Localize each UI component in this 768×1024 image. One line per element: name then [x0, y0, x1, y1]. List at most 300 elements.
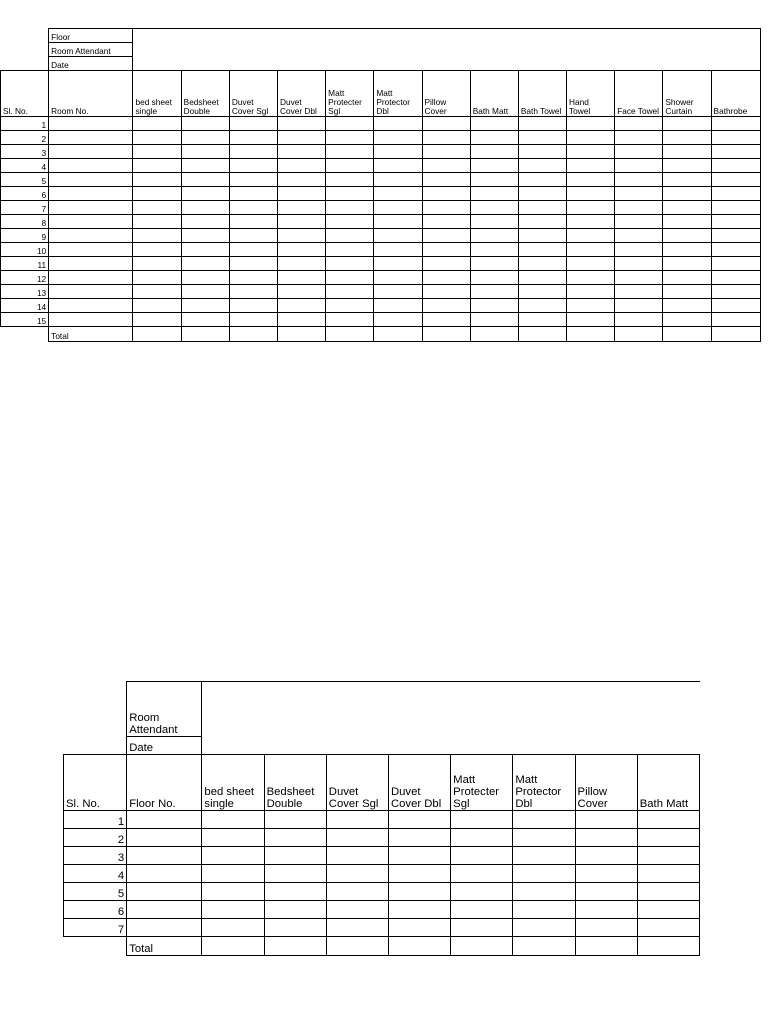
- entry-cell[interactable]: [422, 313, 470, 327]
- entry-cell[interactable]: [49, 145, 133, 159]
- total-cell[interactable]: [278, 327, 326, 342]
- entry-cell[interactable]: [518, 173, 566, 187]
- entry-cell[interactable]: [615, 159, 663, 173]
- entry-cell[interactable]: [663, 257, 711, 271]
- entry-cell[interactable]: [513, 829, 575, 847]
- serial-number: 2: [64, 829, 127, 847]
- entry-cell[interactable]: [181, 173, 229, 187]
- total-cell[interactable]: [513, 937, 575, 956]
- entry-cell[interactable]: [615, 243, 663, 257]
- entry-cell[interactable]: [451, 901, 513, 919]
- entry-cell[interactable]: [229, 271, 277, 285]
- entry-cell[interactable]: [181, 117, 229, 131]
- entry-cell[interactable]: [202, 883, 264, 901]
- entry-cell[interactable]: [637, 811, 699, 829]
- entry-cell[interactable]: [518, 215, 566, 229]
- entry-cell[interactable]: [422, 173, 470, 187]
- entry-cell[interactable]: [133, 131, 181, 145]
- entry-cell[interactable]: [422, 243, 470, 257]
- entry-cell[interactable]: [711, 201, 760, 215]
- entry-cell[interactable]: [229, 285, 277, 299]
- entry-cell[interactable]: [229, 229, 277, 243]
- entry-cell[interactable]: [470, 145, 518, 159]
- entry-cell[interactable]: [711, 271, 760, 285]
- entry-cell[interactable]: [711, 215, 760, 229]
- entry-cell[interactable]: [567, 313, 615, 327]
- entry-cell[interactable]: [518, 243, 566, 257]
- total-cell[interactable]: [229, 327, 277, 342]
- entry-cell[interactable]: [133, 173, 181, 187]
- total-cell[interactable]: [575, 937, 637, 956]
- entry-cell[interactable]: [202, 811, 264, 829]
- entry-cell[interactable]: [278, 313, 326, 327]
- entry-cell[interactable]: [326, 811, 388, 829]
- entry-cell[interactable]: [133, 159, 181, 173]
- entry-cell[interactable]: [615, 215, 663, 229]
- entry-cell[interactable]: [374, 187, 422, 201]
- meta-value-area[interactable]: [202, 682, 700, 755]
- entry-cell[interactable]: [127, 883, 202, 901]
- entry-cell[interactable]: [388, 829, 450, 847]
- entry-cell[interactable]: [127, 847, 202, 865]
- entry-cell[interactable]: [388, 919, 450, 937]
- entry-cell[interactable]: [513, 901, 575, 919]
- entry-cell[interactable]: [181, 271, 229, 285]
- entry-cell[interactable]: [202, 829, 264, 847]
- entry-cell[interactable]: [615, 229, 663, 243]
- entry-cell[interactable]: [229, 187, 277, 201]
- entry-cell[interactable]: [49, 299, 133, 313]
- entry-cell[interactable]: [374, 257, 422, 271]
- entry-cell[interactable]: [663, 285, 711, 299]
- entry-cell[interactable]: [470, 201, 518, 215]
- entry-cell[interactable]: [133, 117, 181, 131]
- entry-cell[interactable]: [374, 173, 422, 187]
- entry-cell[interactable]: [278, 173, 326, 187]
- entry-cell[interactable]: [133, 271, 181, 285]
- entry-cell[interactable]: [663, 243, 711, 257]
- entry-cell[interactable]: [470, 229, 518, 243]
- entry-cell[interactable]: [374, 117, 422, 131]
- entry-cell[interactable]: [49, 271, 133, 285]
- entry-cell[interactable]: [711, 257, 760, 271]
- entry-cell[interactable]: [326, 117, 374, 131]
- entry-cell[interactable]: [575, 829, 637, 847]
- entry-cell[interactable]: [388, 865, 450, 883]
- total-cell[interactable]: [422, 327, 470, 342]
- entry-cell[interactable]: [615, 117, 663, 131]
- entry-cell[interactable]: [637, 847, 699, 865]
- entry-cell[interactable]: [711, 299, 760, 313]
- total-cell[interactable]: [615, 327, 663, 342]
- total-cell[interactable]: [470, 327, 518, 342]
- entry-cell[interactable]: [278, 131, 326, 145]
- entry-cell[interactable]: [49, 215, 133, 229]
- entry-cell[interactable]: [567, 257, 615, 271]
- entry-cell[interactable]: [663, 187, 711, 201]
- entry-cell[interactable]: [518, 201, 566, 215]
- entry-cell[interactable]: [49, 243, 133, 257]
- entry-cell[interactable]: [374, 229, 422, 243]
- entry-cell[interactable]: [202, 847, 264, 865]
- entry-cell[interactable]: [374, 201, 422, 215]
- entry-cell[interactable]: [133, 313, 181, 327]
- entry-cell[interactable]: [513, 919, 575, 937]
- entry-cell[interactable]: [326, 285, 374, 299]
- entry-cell[interactable]: [567, 131, 615, 145]
- entry-cell[interactable]: [374, 271, 422, 285]
- entry-cell[interactable]: [470, 243, 518, 257]
- entry-cell[interactable]: [663, 215, 711, 229]
- entry-cell[interactable]: [422, 187, 470, 201]
- entry-cell[interactable]: [711, 173, 760, 187]
- column-header: Bedsheet Double: [181, 71, 229, 117]
- entry-cell[interactable]: [374, 145, 422, 159]
- entry-cell[interactable]: [567, 271, 615, 285]
- entry-cell[interactable]: [229, 173, 277, 187]
- entry-cell[interactable]: [133, 215, 181, 229]
- entry-cell[interactable]: [133, 187, 181, 201]
- entry-cell[interactable]: [567, 159, 615, 173]
- entry-cell[interactable]: [711, 145, 760, 159]
- entry-cell[interactable]: [202, 919, 264, 937]
- entry-cell[interactable]: [422, 159, 470, 173]
- entry-cell[interactable]: [575, 811, 637, 829]
- entry-cell[interactable]: [278, 145, 326, 159]
- entry-cell[interactable]: [567, 299, 615, 313]
- entry-cell[interactable]: [663, 299, 711, 313]
- entry-cell[interactable]: [422, 131, 470, 145]
- entry-cell[interactable]: [422, 299, 470, 313]
- entry-cell[interactable]: [422, 257, 470, 271]
- entry-cell[interactable]: [615, 145, 663, 159]
- entry-cell[interactable]: [518, 187, 566, 201]
- entry-cell[interactable]: [49, 313, 133, 327]
- entry-cell[interactable]: [615, 131, 663, 145]
- entry-cell[interactable]: [133, 243, 181, 257]
- entry-cell[interactable]: [326, 187, 374, 201]
- entry-cell[interactable]: [264, 847, 326, 865]
- total-cell[interactable]: [326, 937, 388, 956]
- entry-cell[interactable]: [229, 257, 277, 271]
- entry-cell[interactable]: [615, 257, 663, 271]
- entry-cell[interactable]: [470, 159, 518, 173]
- entry-cell[interactable]: [278, 215, 326, 229]
- entry-cell[interactable]: [470, 187, 518, 201]
- total-cell[interactable]: [388, 937, 450, 956]
- entry-cell[interactable]: [575, 919, 637, 937]
- entry-cell[interactable]: [326, 865, 388, 883]
- entry-cell[interactable]: [278, 201, 326, 215]
- entry-cell[interactable]: [513, 811, 575, 829]
- entry-cell[interactable]: [422, 229, 470, 243]
- entry-cell[interactable]: [615, 187, 663, 201]
- entry-cell[interactable]: [278, 299, 326, 313]
- entry-cell[interactable]: [264, 919, 326, 937]
- entry-cell[interactable]: [49, 117, 133, 131]
- entry-cell[interactable]: [451, 919, 513, 937]
- entry-cell[interactable]: [326, 201, 374, 215]
- entry-cell[interactable]: [663, 131, 711, 145]
- total-cell[interactable]: [264, 937, 326, 956]
- entry-cell[interactable]: [181, 229, 229, 243]
- entry-cell[interactable]: [374, 243, 422, 257]
- entry-cell[interactable]: [567, 215, 615, 229]
- entry-cell[interactable]: [374, 299, 422, 313]
- entry-cell[interactable]: [326, 243, 374, 257]
- entry-cell[interactable]: [451, 847, 513, 865]
- entry-cell[interactable]: [451, 865, 513, 883]
- entry-cell[interactable]: [470, 215, 518, 229]
- entry-cell[interactable]: [49, 173, 133, 187]
- entry-cell[interactable]: [229, 215, 277, 229]
- entry-cell[interactable]: [513, 883, 575, 901]
- total-cell[interactable]: [567, 327, 615, 342]
- entry-cell[interactable]: [49, 131, 133, 145]
- entry-cell[interactable]: [278, 229, 326, 243]
- entry-cell[interactable]: [575, 901, 637, 919]
- entry-cell[interactable]: [567, 187, 615, 201]
- entry-cell[interactable]: [326, 299, 374, 313]
- entry-cell[interactable]: [518, 145, 566, 159]
- entry-cell[interactable]: [637, 901, 699, 919]
- entry-cell[interactable]: [181, 131, 229, 145]
- entry-cell[interactable]: [451, 811, 513, 829]
- entry-cell[interactable]: [264, 865, 326, 883]
- entry-cell[interactable]: [326, 313, 374, 327]
- entry-cell[interactable]: [470, 285, 518, 299]
- entry-cell[interactable]: [326, 829, 388, 847]
- entry-cell[interactable]: [615, 313, 663, 327]
- entry-cell[interactable]: [470, 313, 518, 327]
- total-cell[interactable]: [374, 327, 422, 342]
- entry-cell[interactable]: [49, 229, 133, 243]
- entry-cell[interactable]: [133, 145, 181, 159]
- entry-cell[interactable]: [663, 313, 711, 327]
- entry-cell[interactable]: [637, 919, 699, 937]
- entry-cell[interactable]: [326, 901, 388, 919]
- entry-cell[interactable]: [470, 299, 518, 313]
- entry-cell[interactable]: [567, 285, 615, 299]
- entry-cell[interactable]: [127, 865, 202, 883]
- entry-cell[interactable]: [388, 847, 450, 865]
- entry-cell[interactable]: [229, 145, 277, 159]
- entry-cell[interactable]: [422, 145, 470, 159]
- entry-cell[interactable]: [470, 173, 518, 187]
- entry-cell[interactable]: [663, 173, 711, 187]
- entry-cell[interactable]: [278, 117, 326, 131]
- entry-cell[interactable]: [326, 847, 388, 865]
- entry-cell[interactable]: [518, 313, 566, 327]
- entry-cell[interactable]: [181, 313, 229, 327]
- entry-cell[interactable]: [229, 117, 277, 131]
- entry-cell[interactable]: [615, 201, 663, 215]
- entry-cell[interactable]: [127, 829, 202, 847]
- entry-cell[interactable]: [127, 901, 202, 919]
- entry-cell[interactable]: [374, 131, 422, 145]
- entry-cell[interactable]: [264, 901, 326, 919]
- entry-cell[interactable]: [374, 285, 422, 299]
- total-cell[interactable]: [181, 327, 229, 342]
- entry-cell[interactable]: [663, 159, 711, 173]
- entry-cell[interactable]: [663, 271, 711, 285]
- entry-cell[interactable]: [278, 285, 326, 299]
- entry-cell[interactable]: [637, 865, 699, 883]
- entry-cell[interactable]: [326, 883, 388, 901]
- total-cell[interactable]: [133, 327, 181, 342]
- entry-cell[interactable]: [451, 883, 513, 901]
- entry-cell[interactable]: [49, 201, 133, 215]
- entry-cell[interactable]: [518, 117, 566, 131]
- entry-cell[interactable]: [181, 159, 229, 173]
- total-cell[interactable]: [202, 937, 264, 956]
- entry-cell[interactable]: [202, 901, 264, 919]
- entry-cell[interactable]: [181, 187, 229, 201]
- entry-cell[interactable]: [575, 865, 637, 883]
- entry-cell[interactable]: [229, 299, 277, 313]
- entry-cell[interactable]: [663, 229, 711, 243]
- entry-cell[interactable]: [127, 811, 202, 829]
- entry-cell[interactable]: [518, 229, 566, 243]
- entry-cell[interactable]: [133, 257, 181, 271]
- entry-cell[interactable]: [374, 313, 422, 327]
- total-cell[interactable]: [451, 937, 513, 956]
- entry-cell[interactable]: [326, 229, 374, 243]
- entry-cell[interactable]: [422, 215, 470, 229]
- entry-cell[interactable]: [615, 285, 663, 299]
- entry-cell[interactable]: [567, 229, 615, 243]
- entry-cell[interactable]: [133, 229, 181, 243]
- entry-cell[interactable]: [49, 187, 133, 201]
- entry-cell[interactable]: [181, 243, 229, 257]
- meta-value-area[interactable]: [133, 29, 761, 71]
- entry-cell[interactable]: [278, 187, 326, 201]
- entry-cell[interactable]: [49, 159, 133, 173]
- entry-cell[interactable]: [711, 187, 760, 201]
- entry-cell[interactable]: [518, 159, 566, 173]
- entry-cell[interactable]: [326, 173, 374, 187]
- entry-cell[interactable]: [518, 271, 566, 285]
- entry-cell[interactable]: [615, 271, 663, 285]
- entry-cell[interactable]: [278, 271, 326, 285]
- entry-cell[interactable]: [229, 131, 277, 145]
- entry-cell[interactable]: [422, 201, 470, 215]
- entry-cell[interactable]: [229, 201, 277, 215]
- entry-cell[interactable]: [326, 215, 374, 229]
- entry-cell[interactable]: [513, 847, 575, 865]
- entry-cell[interactable]: [181, 257, 229, 271]
- table-row: [1, 229, 761, 243]
- entry-cell[interactable]: [615, 173, 663, 187]
- entry-cell[interactable]: [567, 243, 615, 257]
- entry-cell[interactable]: [422, 271, 470, 285]
- entry-cell[interactable]: [181, 201, 229, 215]
- entry-cell[interactable]: [326, 257, 374, 271]
- entry-cell[interactable]: [513, 865, 575, 883]
- total-cell[interactable]: [326, 327, 374, 342]
- entry-cell[interactable]: [326, 159, 374, 173]
- entry-cell[interactable]: [567, 173, 615, 187]
- entry-cell[interactable]: [422, 285, 470, 299]
- entry-cell[interactable]: [133, 201, 181, 215]
- entry-cell[interactable]: [388, 883, 450, 901]
- entry-cell[interactable]: [133, 285, 181, 299]
- entry-cell[interactable]: [711, 159, 760, 173]
- entry-cell[interactable]: [326, 271, 374, 285]
- entry-cell[interactable]: [518, 257, 566, 271]
- entry-cell[interactable]: [422, 117, 470, 131]
- entry-cell[interactable]: [711, 285, 760, 299]
- entry-cell[interactable]: [374, 159, 422, 173]
- entry-cell[interactable]: [518, 285, 566, 299]
- entry-cell[interactable]: [229, 313, 277, 327]
- entry-cell[interactable]: [575, 847, 637, 865]
- entry-cell[interactable]: [181, 145, 229, 159]
- entry-cell[interactable]: [637, 883, 699, 901]
- total-cell[interactable]: [637, 937, 699, 956]
- entry-cell[interactable]: [202, 865, 264, 883]
- entry-cell[interactable]: [518, 131, 566, 145]
- entry-cell[interactable]: [49, 257, 133, 271]
- entry-cell[interactable]: [49, 285, 133, 299]
- entry-cell[interactable]: [181, 299, 229, 313]
- entry-cell[interactable]: [470, 131, 518, 145]
- entry-cell[interactable]: [567, 145, 615, 159]
- entry-cell[interactable]: [575, 883, 637, 901]
- entry-cell[interactable]: [278, 159, 326, 173]
- entry-cell[interactable]: [278, 243, 326, 257]
- entry-cell[interactable]: [326, 145, 374, 159]
- entry-cell[interactable]: [229, 243, 277, 257]
- total-cell[interactable]: [711, 327, 760, 342]
- entry-cell[interactable]: [326, 131, 374, 145]
- entry-cell[interactable]: [264, 829, 326, 847]
- entry-cell[interactable]: [470, 117, 518, 131]
- entry-cell[interactable]: [663, 145, 711, 159]
- total-cell[interactable]: [663, 327, 711, 342]
- entry-cell[interactable]: [181, 215, 229, 229]
- entry-cell[interactable]: [374, 215, 422, 229]
- entry-cell[interactable]: [264, 883, 326, 901]
- entry-cell[interactable]: [133, 299, 181, 313]
- entry-cell[interactable]: [615, 299, 663, 313]
- entry-cell[interactable]: [567, 117, 615, 131]
- entry-cell[interactable]: [637, 829, 699, 847]
- entry-cell[interactable]: [470, 257, 518, 271]
- entry-cell[interactable]: [711, 313, 760, 327]
- entry-cell[interactable]: [181, 285, 229, 299]
- entry-cell[interactable]: [518, 299, 566, 313]
- entry-cell[interactable]: [127, 919, 202, 937]
- entry-cell[interactable]: [663, 201, 711, 215]
- entry-cell[interactable]: [326, 919, 388, 937]
- entry-cell[interactable]: [451, 829, 513, 847]
- entry-cell[interactable]: [567, 201, 615, 215]
- entry-cell[interactable]: [264, 811, 326, 829]
- entry-cell[interactable]: [663, 117, 711, 131]
- entry-cell[interactable]: [711, 229, 760, 243]
- total-cell[interactable]: [518, 327, 566, 342]
- entry-cell[interactable]: [229, 159, 277, 173]
- entry-cell[interactable]: [278, 257, 326, 271]
- entry-cell[interactable]: [711, 131, 760, 145]
- entry-cell[interactable]: [388, 811, 450, 829]
- entry-cell[interactable]: [470, 271, 518, 285]
- serial-number: 1: [64, 811, 127, 829]
- entry-cell[interactable]: [711, 243, 760, 257]
- entry-cell[interactable]: [388, 901, 450, 919]
- entry-cell[interactable]: [711, 117, 760, 131]
